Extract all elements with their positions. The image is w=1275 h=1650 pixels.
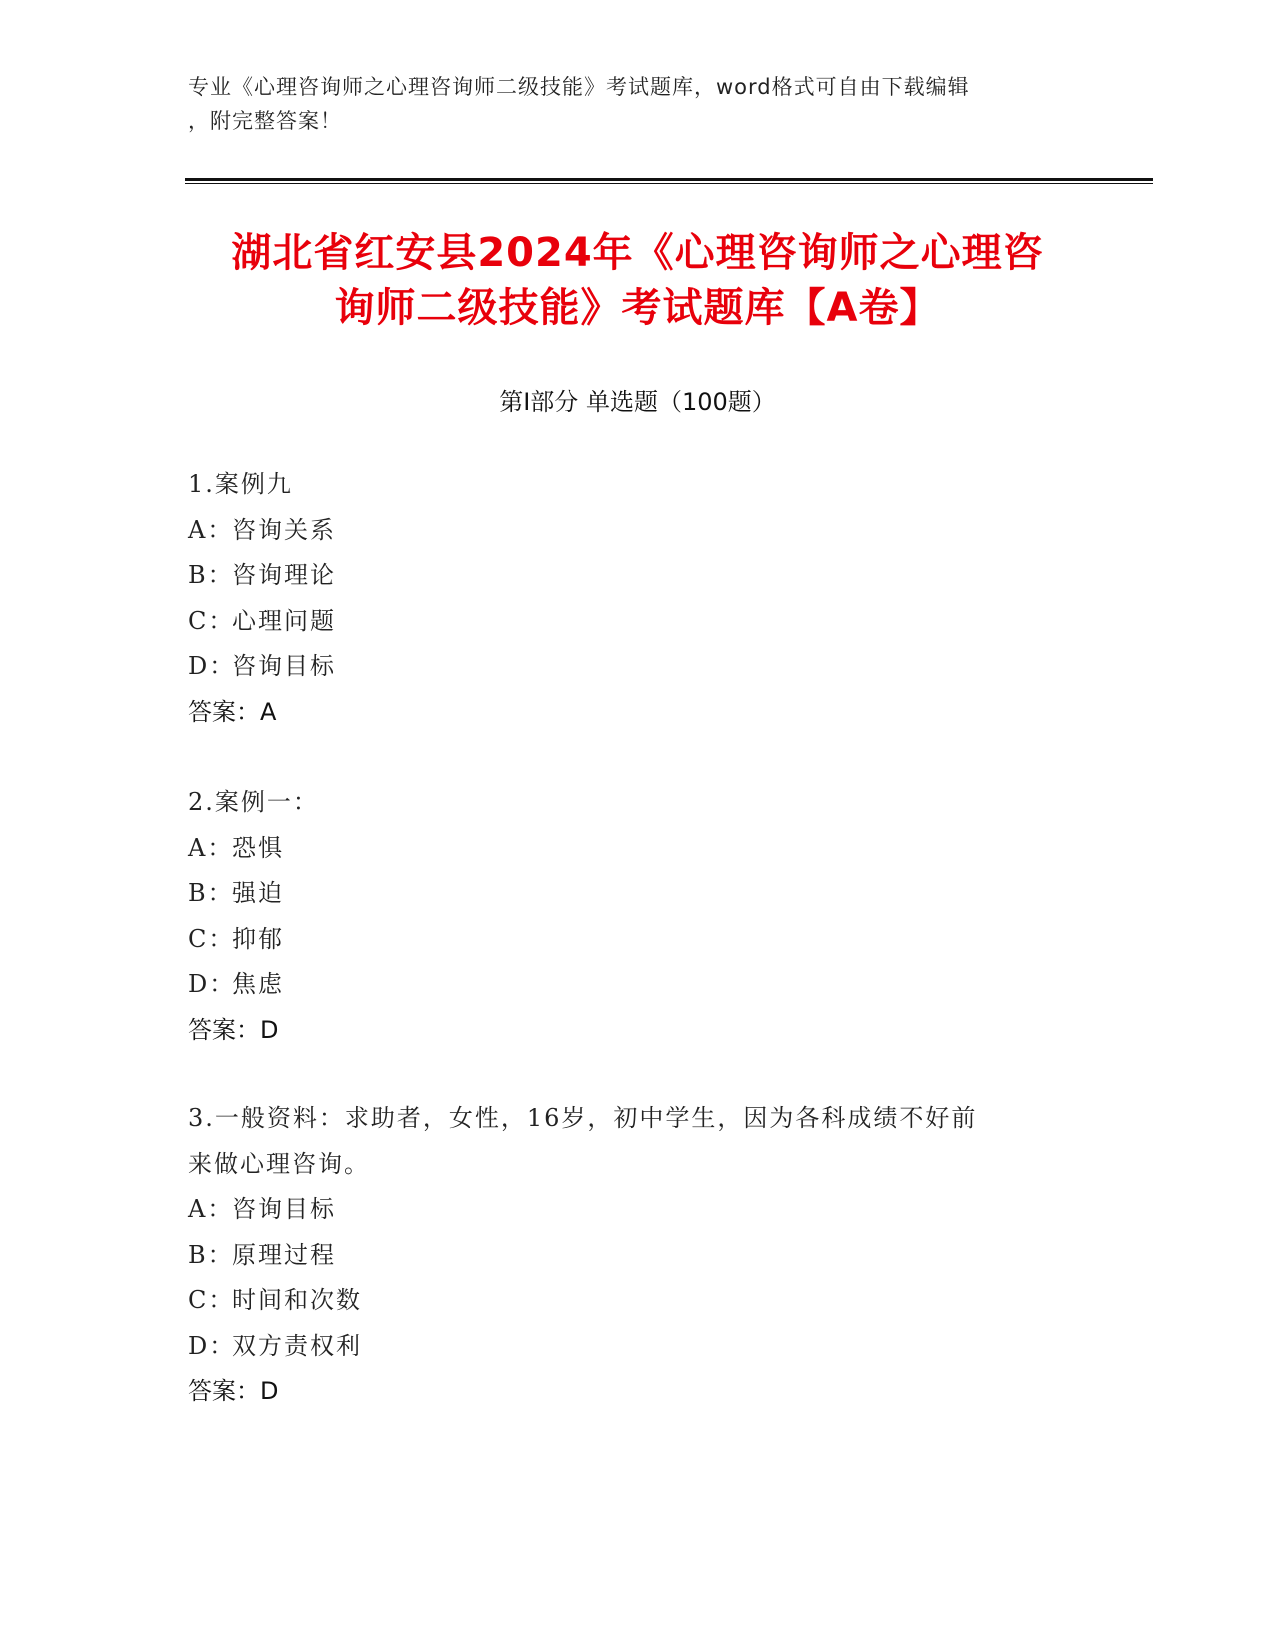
option-key: D： bbox=[188, 652, 236, 680]
option-c bbox=[188, 1278, 1068, 1324]
option-text: 咨询关系 bbox=[232, 515, 336, 544]
option-key: B： bbox=[188, 561, 234, 589]
option-key: B： bbox=[188, 1240, 234, 1269]
answer-line: 答案：D bbox=[188, 1015, 279, 1044]
option-d bbox=[188, 962, 1068, 1008]
option-c bbox=[188, 599, 1068, 645]
option-key: A： bbox=[188, 515, 234, 544]
option-text: 抑郁 bbox=[232, 924, 284, 953]
option-text: 焦虑 bbox=[232, 970, 284, 998]
document-title bbox=[130, 226, 1145, 336]
option-key: A： bbox=[188, 833, 234, 862]
option-a bbox=[188, 1187, 1068, 1233]
option-text: 时间和次数 bbox=[232, 1286, 362, 1314]
option-b bbox=[188, 871, 1068, 917]
option-text: 咨询目标 bbox=[232, 1195, 336, 1223]
option-text: 心理问题 bbox=[232, 606, 336, 635]
option-a bbox=[188, 826, 1068, 872]
option-c bbox=[188, 917, 1068, 963]
option-text: 咨询目标 bbox=[232, 652, 336, 680]
document-header bbox=[188, 70, 1068, 138]
answer-line: 答案：A bbox=[188, 697, 277, 726]
question-stem-continued: 来做心理咨询。 bbox=[188, 1149, 370, 1178]
option-b bbox=[188, 1233, 1068, 1279]
option-key: C： bbox=[188, 924, 235, 953]
option-b bbox=[188, 553, 1068, 599]
option-key: C： bbox=[188, 1286, 235, 1314]
option-key: B： bbox=[188, 879, 234, 907]
option-key: C： bbox=[188, 606, 235, 635]
option-text: 咨询理论 bbox=[232, 561, 336, 589]
question-1 bbox=[188, 462, 1068, 735]
title-line-2: 询师二级技能》考试题库【A卷】 bbox=[334, 285, 941, 331]
option-key: A： bbox=[188, 1195, 234, 1223]
header-divider-thin bbox=[185, 183, 1153, 184]
option-d bbox=[188, 644, 1068, 690]
question-stem: 3.一般资料：求助者，女性，16岁，初中学生，因为各科成绩不好前 bbox=[188, 1104, 978, 1132]
section-heading: 第Ⅰ部分 单选题（100题） bbox=[499, 388, 776, 416]
title-line-1: 湖北省红安县2024年《心理咨询师之心理咨 bbox=[231, 230, 1044, 276]
question-3 bbox=[188, 1096, 1068, 1415]
option-text: 原理过程 bbox=[232, 1240, 336, 1269]
header-line-2: ，附完整答案！ bbox=[188, 109, 342, 133]
question-stem: 2.案例一： bbox=[188, 788, 319, 816]
option-text: 强迫 bbox=[232, 879, 284, 907]
option-a bbox=[188, 508, 1068, 554]
header-divider-thick bbox=[185, 178, 1153, 181]
question-2 bbox=[188, 780, 1068, 1053]
option-text: 双方责权利 bbox=[232, 1331, 362, 1360]
answer-line: 答案：D bbox=[188, 1377, 279, 1405]
option-text: 恐惧 bbox=[232, 833, 284, 862]
option-key: D： bbox=[188, 970, 236, 998]
header-line-1: 专业《心理咨询师之心理咨询师二级技能》考试题库，word格式可自由下载编辑 bbox=[188, 75, 970, 99]
option-key: D： bbox=[188, 1331, 236, 1360]
option-d bbox=[188, 1324, 1068, 1370]
question-stem: 1.案例九 bbox=[188, 470, 293, 498]
